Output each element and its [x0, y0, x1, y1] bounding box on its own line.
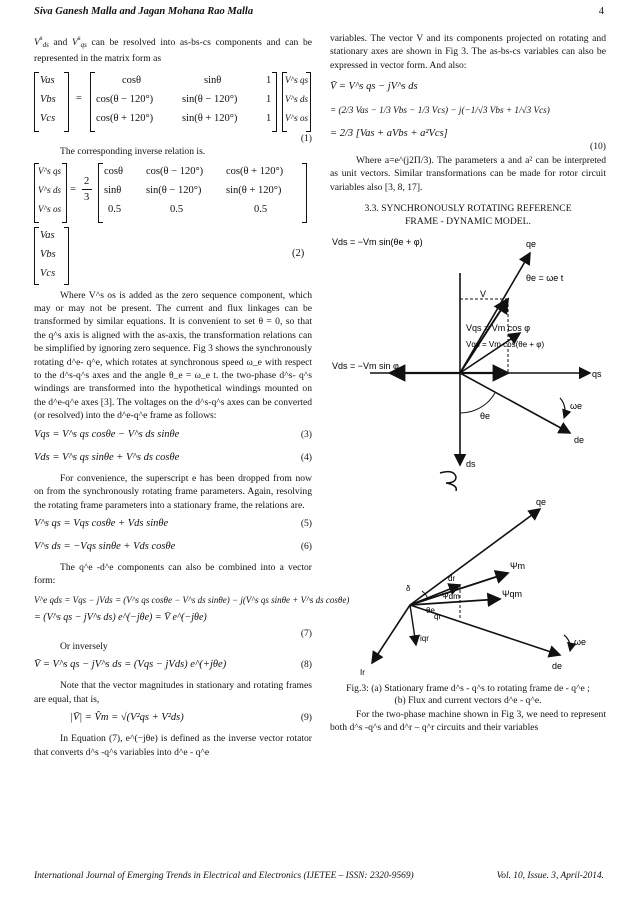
m2-r3c1: 0.5 — [108, 203, 122, 215]
paragraph-intro — [34, 32, 312, 66]
equation-6-number: (6) — [300, 540, 312, 552]
lhs-vbs: Vbs — [40, 93, 56, 105]
label-b-de: de — [552, 660, 563, 671]
equation-1: Vas Vbs Vcs = cosθ sinθ 1 cos(θ − 120°) sin(θ − 120°) 1 cos(θ + 120°) sin(θ + 120°) 1 V^s qs V^s ds V^s os — [34, 70, 312, 136]
running-footer — [34, 871, 604, 885]
label-de: de — [574, 434, 585, 445]
bracket — [64, 227, 69, 285]
m1-r1c1: cosθ — [122, 74, 142, 86]
bracket — [34, 227, 39, 285]
vqs-rotating-component — [460, 333, 520, 373]
m1-r3c1: cos(θ + 120°) — [96, 112, 154, 124]
paragraph-convenience: For convenience, the superscript e has been dropped from now on from the synchronously rotating frame parameters. Again, resolving the rotating frame parameters into a stationary frame, the relations are. — [34, 472, 312, 511]
label-qs: qs — [592, 368, 602, 379]
paragraph-inversely: Or inversely — [60, 640, 108, 652]
header-authors: Siva Ganesh Malla and Jagan Mohana Rao Malla — [34, 6, 254, 17]
label-b-omega: ωe — [574, 636, 587, 647]
equation-3-text: Vqs = V^s qs cosθe − V^s ds sinθe — [34, 428, 180, 440]
label-b-theta-e: θe — [426, 605, 435, 615]
factor-denominator: 3 — [84, 191, 90, 203]
equation-7-line-2: = (V^s qs − jV^s ds) e^(−jθe) = V̄ e^(−jθe) — [34, 612, 207, 624]
label-vdse: Vds = −Vm sin φ — [332, 360, 399, 371]
running-header — [34, 6, 604, 22]
label-vqss: Vqs = Vm cos(θe + φ) — [466, 339, 545, 349]
handwritten-mark — [438, 472, 456, 491]
m2-r3c3: 0.5 — [254, 203, 268, 215]
equation-2: V^s qs V^s ds V^s os = 2 3 cosθ cos(θ − 120°) cos(θ + 120°) sinθ sin(θ − 120°) sin(θ + 120°) 0.5 0.5 0.5 — [34, 161, 312, 227]
bracket — [302, 163, 307, 223]
symbol-vqss: $V^s_{qs}$ — [72, 34, 87, 49]
bracket — [90, 72, 95, 132]
page-number: 4 — [598, 6, 604, 17]
section-heading-line-1: 3.3. SYNCHRONOUSLY ROTATING REFERENCE — [364, 203, 572, 215]
equation-9-text: |V̄| = V̂m = √(V²qs + V²ds) — [70, 712, 184, 724]
section-heading — [330, 202, 606, 229]
vec-vcs: Vcs — [40, 267, 56, 279]
label-b-psi-dm: Ψdm — [442, 591, 460, 601]
equation-10-line-3: = 2/3 [Vas + aVbs + a²Vcs] — [330, 128, 448, 140]
figure-3b-diagram — [330, 495, 606, 683]
equation-2-number: (2) — [292, 247, 305, 259]
figure-3b — [330, 495, 606, 683]
label-b-psi-qm: Ψqm — [502, 588, 523, 599]
label-theta: θe = ωe t — [526, 272, 564, 283]
lhs2-voss: V^s os — [38, 203, 62, 214]
bracket — [272, 72, 277, 132]
paragraph-magnitudes: Note that the vector magnitudes in stationary and rotating frames are equal, that is, — [34, 680, 312, 705]
lhs2-vqss: V^s qs — [38, 165, 62, 176]
equation-7-line-1: V^e qds = Vqs − jVds = (V^s qs cosθe − V^s ds sinθe) − j(V^s qs sinθe + V^s ds cosθe) — [34, 594, 350, 605]
label-theta-e: θe — [480, 410, 491, 421]
omega-arc-b — [564, 635, 570, 651]
equation-1-number: (1) — [300, 132, 312, 144]
m2-r1c3: cos(θ + 120°) — [226, 165, 284, 177]
m1-r1c3: 1 — [266, 74, 272, 86]
m1-r2c1: cos(θ − 120°) — [96, 93, 154, 105]
rhs-voss: V^s os — [285, 112, 309, 123]
paragraph-variables: variables. The vector V and its components projected on rotating and stationary axes are shown in Fig 3. The as-bs-cs variables can also be expressed in vector form. And also: — [330, 33, 606, 71]
label-qe: qe — [526, 238, 537, 249]
paragraph-vector-form: The q^e -d^e components can also be combined into a vector form: — [34, 561, 312, 587]
equation-8-number: (8) — [300, 659, 312, 671]
bracket — [34, 72, 39, 132]
factor-numerator: 2 — [84, 175, 90, 187]
theta-arc — [460, 393, 495, 413]
bracket — [62, 163, 67, 223]
label-omega: ωe — [570, 400, 583, 411]
vec-vas: Vas — [40, 229, 55, 241]
label-b-iqr: iqr — [420, 633, 429, 643]
footer-journal: International Journal of Emerging Trends in Electrical and Electronics (IJETEE – ISSN: 2320-9569) — [34, 871, 414, 881]
m1-r3c3: 1 — [266, 112, 272, 124]
word-and: and — [53, 37, 68, 48]
m1-r1c2: sinθ — [204, 74, 222, 86]
lhs-vas: Vas — [40, 74, 55, 86]
figure-caption — [330, 683, 606, 708]
equation-8 — [34, 656, 312, 676]
right-column — [330, 32, 606, 735]
paragraph-intro-text: can be resolved into as-bs-cs components and can be represented in the matrix form as — [34, 37, 312, 65]
label-b-ir: Ir — [360, 667, 365, 677]
paragraph-rotator: In Equation (7), e^(−jθe) is defined as the inverse vector rotator that converts d^s -q^s variables into d^e - q^e — [34, 733, 312, 758]
iqr-vector — [410, 605, 416, 645]
figure-3a-diagram — [330, 233, 606, 491]
equation-6 — [34, 538, 312, 558]
paragraph-inverse: The corresponding inverse relation is. — [60, 146, 206, 158]
m2-r1c1: cosθ — [104, 165, 124, 177]
equation-6-text: V^s ds = −Vqs sinθe + Vds cosθe — [34, 540, 176, 552]
equation-10-line-1: V̄ = V^s qs − jV^s ds — [330, 81, 418, 93]
bracket — [306, 72, 311, 132]
lhs2-vdss: V^s ds — [38, 184, 62, 195]
m1-r3c2: sin(θ + 120°) — [182, 112, 238, 124]
equation-2-vector — [34, 227, 312, 287]
equation-10-line-2: = (2/3 Vas − 1/3 Vbs − 1/3 Vcs) − j(−1/√3 Vbs + 1/√3 Vcs) — [330, 104, 550, 115]
v-vector — [460, 299, 508, 373]
left-column — [34, 32, 350, 759]
omega-arc — [560, 398, 565, 418]
de-axis — [460, 373, 570, 433]
paragraph-two-phase: For the two-phase machine shown in Fig 3, we need to represent both d^s -q^s and d^r – q^r circuits and their variables — [330, 708, 606, 734]
label-vqs: Vqs = Vm cos φ — [466, 322, 531, 333]
figure-3a — [330, 233, 606, 491]
m2-r3c2: 0.5 — [170, 203, 184, 215]
figure-caption-line-1: Fig.3: (a) Stationary frame d^s - q^s to rotating frame de - q^e ; — [346, 682, 590, 694]
m2-r2c2: sin(θ − 120°) — [146, 184, 202, 196]
paragraph-zero-sequence: Where V^s os is added as the zero sequence component, which may or may not be present. The current and flux linkages can be transformed by similar equations. It is convenient to set θ = 0, so that the q^s axis is aligned with the as-axis, the transformation relations can be simplified by ignoring zero sequence. Fig 3 shows the synchronously rotating d^e- q^e, which rotates at synchronous speed ω_e with respect to the d^s-q^s axes and the angle θ_e = ω_e t. the two-phase d^s- q^s windings are transformed into the hypothetical windings mounted on the d^e-q^e axes [3]. The voltages on the d^s-q^s axes can be converted (or resolved) into the d^e-q^e frame as follows: — [34, 289, 312, 422]
equation-9-number: (9) — [300, 712, 312, 724]
equation-9 — [70, 709, 312, 729]
label-b-dr: dr — [448, 573, 456, 583]
equation-4-number: (4) — [300, 451, 312, 463]
equation-7-number: (7) — [300, 627, 312, 639]
m1-r2c3: 1 — [266, 93, 272, 105]
equation-3-number: (3) — [300, 428, 312, 440]
equation-5-number: (5) — [300, 517, 312, 529]
footer-volume: Vol. 10, Issue. 3, April-2014. — [496, 871, 604, 881]
symbol-vdss: $V^s_{ds}$ — [34, 34, 49, 49]
figure-caption-line-2: (b) Flux and current vectors d^e - q^e. — [394, 695, 542, 707]
m2-r2c3: sin(θ + 120°) — [226, 184, 282, 196]
equation-4-text: Vds = V^s qs sinθe + V^s ds cosθe — [34, 451, 180, 463]
vec-vbs: Vbs — [40, 248, 56, 260]
bracket — [98, 163, 103, 223]
equation-4 — [34, 449, 312, 469]
label-b-qr: qr — [434, 611, 442, 621]
label-vds: Vds = −Vm sin(θe + φ) — [332, 236, 423, 247]
equation-8-text: V̄ = V^s qs − jV^s ds = (Vqs − jVds) e^(+jθe) — [34, 659, 227, 671]
label-b-qe: qe — [536, 496, 547, 507]
label-b-psi-m: Ψm — [510, 560, 526, 571]
equation-5 — [34, 515, 312, 535]
paragraph-unit-vectors: Where a=e^(j2Π/3). The parameters a and a² can be interpreted as unit vectors. Similar transformations can be made for rotor circuit variables also [3, 8, 17]. — [330, 154, 606, 193]
lhs-vcs: Vcs — [40, 112, 56, 124]
m1-r2c2: sin(θ − 120°) — [182, 93, 238, 105]
equation-10-number: (10) — [590, 141, 606, 153]
label-ds: ds — [466, 458, 476, 469]
m2-r1c2: cos(θ − 120°) — [146, 165, 204, 177]
m2-r2c1: sinθ — [104, 184, 122, 196]
label-v: V — [480, 288, 487, 299]
label-b-delta: δ — [406, 583, 411, 593]
section-heading-line-2: FRAME - DYNAMIC MODEL. — [405, 216, 531, 228]
equation-5-text: V^s qs = Vqs cosθe + Vds sinθe — [34, 517, 169, 529]
rhs-vqss: V^s qs — [285, 74, 309, 85]
rhs-vdss: V^s ds — [285, 93, 309, 104]
equation-3 — [34, 426, 312, 446]
bracket — [64, 72, 69, 132]
ir-vector — [372, 605, 410, 663]
